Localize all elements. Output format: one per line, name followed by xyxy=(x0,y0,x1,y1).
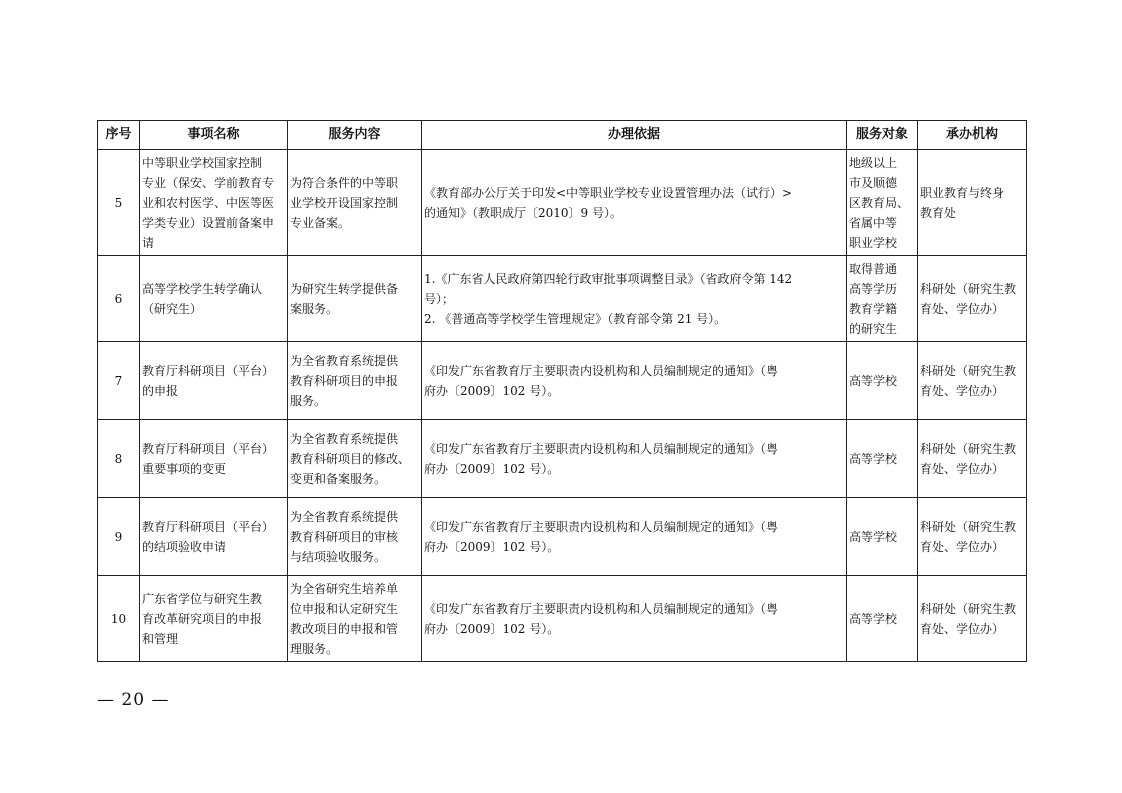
cell-text-line: 取得普通 xyxy=(849,261,898,276)
cell-text-line: 与结项验收服务。 xyxy=(290,549,387,564)
target-cell xyxy=(847,498,918,576)
agency-cell xyxy=(918,150,1027,256)
cell-text-line: 地级以上 xyxy=(849,155,898,170)
target-cell xyxy=(847,150,918,256)
cell-text-line: 高等学校 xyxy=(849,611,898,626)
service-items-table xyxy=(97,120,1027,662)
cell-text-line: 职业教育与终身 xyxy=(920,185,1005,200)
header-target: 服务对象 xyxy=(847,121,918,150)
cell-text-line: 科研处（研究生教 xyxy=(920,363,1017,378)
cell-text-line: 服务。 xyxy=(290,393,327,408)
page-number: — 20 — xyxy=(97,690,170,710)
cell-text-line: （研究生） xyxy=(142,301,203,316)
cell-text-line: 号）； xyxy=(424,291,455,306)
header-basis: 办理依据 xyxy=(422,121,847,150)
cell-text-line: 的通知》（教职成厅〔2010〕9 号）。 xyxy=(424,205,622,220)
header-service-content: 服务内容 xyxy=(288,121,422,150)
cell-text-line: 教育厅科研项目（平台） xyxy=(142,441,275,456)
cell-text-line: 为全省教育系统提供 xyxy=(290,431,399,446)
service-content-cell xyxy=(288,150,422,256)
cell-text-line: 省属中等 xyxy=(849,215,898,230)
table-header xyxy=(98,121,1027,150)
cell-text-line: 科研处（研究生教 xyxy=(920,441,1017,456)
header-row xyxy=(98,121,1027,150)
cell-text-line: 教育厅科研项目（平台） xyxy=(142,363,275,378)
table-row xyxy=(98,420,1027,498)
basis-cell xyxy=(422,576,847,662)
cell-text-line: 府办〔2009〕102 号）。 xyxy=(424,461,560,476)
item-name-cell xyxy=(140,576,288,662)
cell-text-line: 教育厅科研项目（平台） xyxy=(142,519,275,534)
row-number-cell: 9 xyxy=(98,498,140,576)
cell-text-line: 育处、学位办） xyxy=(920,539,1005,554)
cell-text-line: 专业备案。 xyxy=(290,215,351,230)
service-content-cell xyxy=(288,256,422,342)
cell-text-line: 科研处（研究生教 xyxy=(920,601,1017,616)
cell-text-line: 的申报 xyxy=(142,383,179,398)
item-name-cell xyxy=(140,150,288,256)
table-body xyxy=(98,150,1027,662)
cell-text-line: 《印发广东省教育厅主要职责内设机构和人员编制规定的通知》（粤 xyxy=(424,363,779,378)
cell-text-line: 府办〔2009〕102 号）。 xyxy=(424,383,560,398)
cell-text-line: 为研究生转学提供备 xyxy=(290,281,399,296)
basis-cell xyxy=(422,420,847,498)
cell-text-line: 教改项目的申报和管 xyxy=(290,621,399,636)
agency-cell xyxy=(918,576,1027,662)
agency-cell xyxy=(918,256,1027,342)
cell-text-line: 高等学历 xyxy=(849,281,898,296)
cell-text-line: 理服务。 xyxy=(290,641,339,656)
header-item-name: 事项名称 xyxy=(140,121,288,150)
target-cell xyxy=(847,256,918,342)
cell-text-line: 2. 《普通高等学校学生管理规定》（教育部令第 21 号）。 xyxy=(424,311,727,326)
cell-text-line: 请 xyxy=(142,235,155,250)
row-number-cell: 10 xyxy=(98,576,140,662)
item-name-cell xyxy=(140,342,288,420)
cell-text-line: 育改革研究项目的申报 xyxy=(142,611,263,626)
cell-text-line: 育处、学位办） xyxy=(920,383,1005,398)
table-row xyxy=(98,150,1027,256)
cell-text-line: 高等学校 xyxy=(849,373,898,388)
row-number-cell: 6 xyxy=(98,256,140,342)
cell-text-line: 育处、学位办） xyxy=(920,461,1005,476)
basis-cell xyxy=(422,150,847,256)
cell-text-line: 1.《广东省人民政府第四轮行政审批事项调整目录》（省政府令第 142 xyxy=(424,271,793,286)
cell-text-line: 育处、学位办） xyxy=(920,301,1005,316)
cell-text-line: 教育处 xyxy=(920,205,957,220)
header-no: 序号 xyxy=(98,121,140,150)
cell-text-line: 科研处（研究生教 xyxy=(920,281,1017,296)
cell-text-line: 和管理 xyxy=(142,631,179,646)
cell-text-line: 《印发广东省教育厅主要职责内设机构和人员编制规定的通知》（粤 xyxy=(424,601,779,616)
item-name-cell xyxy=(140,256,288,342)
target-cell xyxy=(847,342,918,420)
service-content-cell xyxy=(288,342,422,420)
agency-cell xyxy=(918,420,1027,498)
row-number-cell: 7 xyxy=(98,342,140,420)
cell-text-line: 学类专业）设置前备案申 xyxy=(142,215,275,230)
item-name-cell xyxy=(140,498,288,576)
table-row xyxy=(98,256,1027,342)
cell-text-line: 教育学籍 xyxy=(849,301,898,316)
cell-text-line: 教育科研项目的审核 xyxy=(290,529,399,544)
row-number-cell: 5 xyxy=(98,150,140,256)
cell-text-line: 教育科研项目的修改、 xyxy=(290,451,411,466)
cell-text-line: 重要事项的变更 xyxy=(142,461,227,476)
cell-text-line: 的研究生 xyxy=(849,321,898,336)
cell-text-line: 高等学校学生转学确认 xyxy=(142,281,263,296)
cell-text-line: 《印发广东省教育厅主要职责内设机构和人员编制规定的通知》（粤 xyxy=(424,519,779,534)
cell-text-line: 位申报和认定研究生 xyxy=(290,601,399,616)
cell-text-line: 市及顺德 xyxy=(849,175,898,190)
cell-text-line: 区教育局、 xyxy=(849,195,910,210)
basis-cell xyxy=(422,498,847,576)
cell-text-line: 中等职业学校国家控制 xyxy=(142,155,263,170)
table-row xyxy=(98,342,1027,420)
cell-text-line: 职业学校 xyxy=(849,235,898,250)
cell-text-line: 高等学校 xyxy=(849,451,898,466)
service-content-cell xyxy=(288,498,422,576)
cell-text-line: 为全省教育系统提供 xyxy=(290,509,399,524)
cell-text-line: 《印发广东省教育厅主要职责内设机构和人员编制规定的通知》（粤 xyxy=(424,441,779,456)
cell-text-line: 教育科研项目的申报 xyxy=(290,373,399,388)
row-number-cell: 8 xyxy=(98,420,140,498)
cell-text-line: 府办〔2009〕102 号）。 xyxy=(424,539,560,554)
cell-text-line: 《教育部办公厅关于印发<中等职业学校专业设置管理办法（试行）> xyxy=(424,185,793,200)
cell-text-line: 为全省研究生培养单 xyxy=(290,581,399,596)
table-row xyxy=(98,576,1027,662)
agency-cell xyxy=(918,498,1027,576)
cell-text-line: 育处、学位办） xyxy=(920,621,1005,636)
basis-cell xyxy=(422,256,847,342)
table-row xyxy=(98,498,1027,576)
item-name-cell xyxy=(140,420,288,498)
cell-text-line: 业和农村医学、中医等医 xyxy=(142,195,275,210)
cell-text-line: 的结项验收申请 xyxy=(142,539,227,554)
cell-text-line: 专业（保安、学前教育专 xyxy=(142,175,275,190)
target-cell xyxy=(847,576,918,662)
cell-text-line: 业学校开设国家控制 xyxy=(290,195,399,210)
service-content-cell xyxy=(288,420,422,498)
agency-cell xyxy=(918,342,1027,420)
basis-cell xyxy=(422,342,847,420)
cell-text-line: 为全省教育系统提供 xyxy=(290,353,399,368)
cell-text-line: 案服务。 xyxy=(290,301,339,316)
target-cell xyxy=(847,420,918,498)
header-agency: 承办机构 xyxy=(918,121,1027,150)
cell-text-line: 高等学校 xyxy=(849,529,898,544)
cell-text-line: 变更和备案服务。 xyxy=(290,471,387,486)
cell-text-line: 科研处（研究生教 xyxy=(920,519,1017,534)
cell-text-line: 为符合条件的中等职 xyxy=(290,175,399,190)
cell-text-line: 广东省学位与研究生教 xyxy=(142,591,263,606)
service-content-cell xyxy=(288,576,422,662)
cell-text-line: 府办〔2009〕102 号）。 xyxy=(424,621,560,636)
